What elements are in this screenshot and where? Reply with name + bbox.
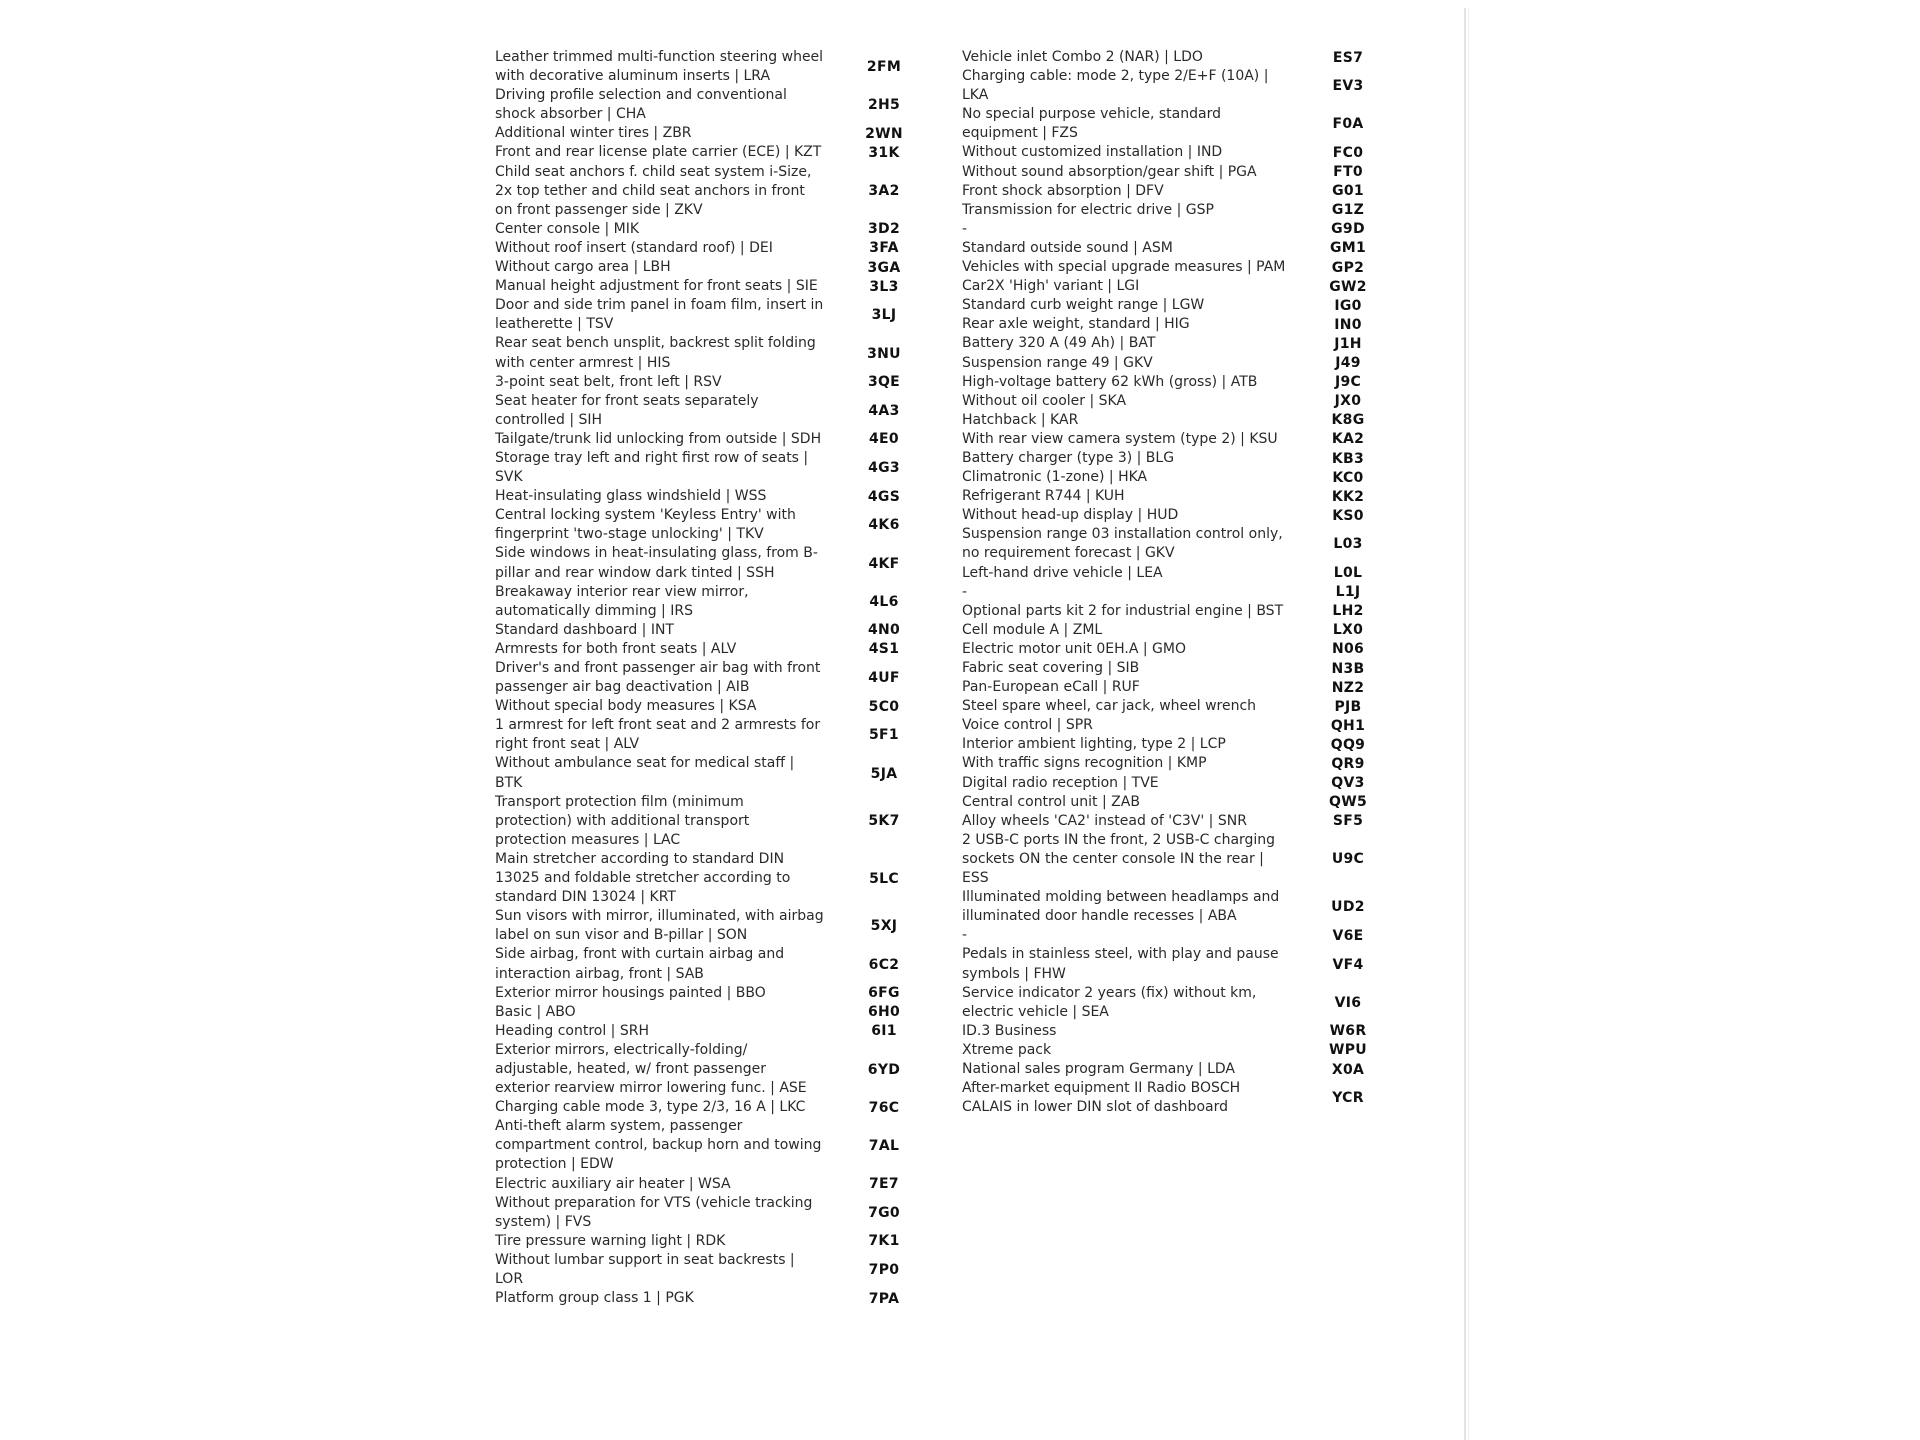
equipment-description: Central control unit | ZAB (962, 793, 1140, 810)
equipment-code: X0A (1331, 1061, 1365, 1078)
equipment-description: Rear axle weight, standard | HIG (962, 316, 1190, 333)
equipment-row (962, 67, 1414, 105)
equipment-code: L0L (1333, 565, 1363, 582)
equipment-code: 5LC (869, 870, 899, 887)
equipment-row (495, 124, 950, 143)
equipment-description: Sun visors with mirror, illuminated, with airbag label on sun visor and B-pillar | SON (495, 908, 824, 944)
equipment-row (495, 659, 950, 697)
equipment-row (495, 506, 950, 544)
equipment-description: Refrigerant R744 | KUH (962, 488, 1125, 505)
equipment-code: 2FM (866, 59, 902, 76)
equipment-row (962, 143, 1414, 162)
equipment-code: QH1 (1330, 717, 1366, 734)
equipment-code: 6C2 (868, 956, 900, 973)
equipment-code: 6H0 (867, 1004, 901, 1021)
equipment-list-left (495, 48, 950, 1308)
equipment-code: IN0 (1334, 316, 1362, 333)
equipment-description: Without lumbar support in seat backrests | LOR (495, 1251, 795, 1287)
equipment-description: Electric motor unit 0EH.A | GMO (962, 640, 1186, 657)
equipment-row (495, 984, 950, 1003)
page-edge (1464, 8, 1466, 1440)
equipment-row (495, 163, 950, 220)
equipment-description: Battery 320 A (49 Ah) | BAT (962, 335, 1156, 352)
equipment-code: 3D2 (867, 221, 900, 238)
equipment-row (962, 354, 1414, 373)
equipment-code: SF5 (1332, 813, 1364, 830)
equipment-description: Without head-up display | HUD (962, 507, 1179, 524)
equipment-row (962, 754, 1414, 773)
equipment-description: Voice control | SPR (962, 717, 1093, 734)
equipment-description: Hatchback | KAR (962, 411, 1079, 428)
equipment-description: Interior ambient lighting, type 2 | LCP (962, 736, 1226, 753)
equipment-description: Seat heater for front seats separately controlled | SIH (495, 392, 759, 428)
equipment-description: Standard dashboard | INT (495, 621, 674, 638)
equipment-description: Pedals in stainless steel, with play and pause symbols | FHW (962, 946, 1279, 982)
equipment-code: JX0 (1334, 393, 1362, 410)
equipment-description: Service indicator 2 years (fix) without km, electric vehicle | SEA (962, 984, 1257, 1020)
equipment-description: With rear view camera system (type 2) | KSU (962, 430, 1278, 447)
equipment-description: Main stretcher according to standard DIN 13025 and foldable stretcher according to standard DIN 13024 | KRT (495, 850, 791, 906)
equipment-description: Suspension range 03 installation control only, no requirement forecast | GKV (962, 526, 1283, 562)
equipment-row (495, 945, 950, 983)
equipment-code: 5C0 (868, 698, 900, 715)
equipment-code: QV3 (1331, 775, 1365, 792)
equipment-description: Alloy wheels 'CA2' instead of 'C3V' | SNR (962, 812, 1247, 829)
equipment-description: Standard curb weight range | LGW (962, 297, 1205, 314)
equipment-row (495, 1175, 950, 1194)
equipment-row (495, 239, 950, 258)
equipment-description: Driving profile selection and conventional shock absorber | CHA (495, 87, 787, 123)
equipment-description: Xtreme pack (962, 1041, 1052, 1058)
equipment-row (962, 621, 1414, 640)
equipment-code: 31K (868, 145, 900, 162)
equipment-row (495, 1041, 950, 1098)
equipment-row (962, 678, 1414, 697)
equipment-row (962, 774, 1414, 793)
equipment-description: Driver's and front passenger air bag with front passenger air bag deactivation | AIB (495, 660, 821, 696)
equipment-code: LH2 (1332, 603, 1364, 620)
equipment-description: Vehicle inlet Combo 2 (NAR) | LDO (962, 49, 1203, 65)
equipment-code: KS0 (1332, 507, 1364, 524)
equipment-row (962, 564, 1414, 583)
equipment-row (962, 430, 1414, 449)
equipment-row (962, 1022, 1414, 1041)
equipment-code: 3FA (869, 240, 899, 257)
equipment-code: 4KF (868, 555, 900, 572)
equipment-code: QR9 (1331, 756, 1365, 773)
equipment-description: Without oil cooler | SKA (962, 392, 1127, 409)
equipment-code: 5K7 (868, 813, 900, 830)
equipment-code: G9D (1331, 221, 1365, 238)
equipment-description: Central locking system 'Keyless Entry' with fingerprint 'two-stage unlocking' | TKV (495, 507, 796, 543)
equipment-description: Platform group class 1 | PGK (495, 1290, 694, 1307)
equipment-code: 3QE (867, 374, 901, 391)
equipment-description: Manual height adjustment for front seats | SIE (495, 278, 818, 295)
equipment-row (495, 1003, 950, 1022)
equipment-code: IG0 (1334, 297, 1362, 314)
equipment-code: KA2 (1331, 431, 1365, 448)
equipment-code: 4K6 (868, 517, 900, 534)
equipment-description: Additional winter tires | ZBR (495, 125, 692, 142)
equipment-row (962, 449, 1414, 468)
equipment-description: Digital radio reception | TVE (962, 774, 1159, 791)
equipment-row (962, 392, 1414, 411)
equipment-code: GP2 (1331, 259, 1365, 276)
equipment-row (495, 1232, 950, 1251)
equipment-code: KC0 (1332, 469, 1364, 486)
equipment-code: 3A2 (868, 183, 900, 200)
equipment-description: National sales program Germany | LDA (962, 1060, 1235, 1077)
equipment-code: K8G (1331, 412, 1365, 429)
equipment-code: N06 (1331, 641, 1365, 658)
equipment-code: L1J (1335, 584, 1361, 601)
equipment-code: 6I1 (871, 1023, 897, 1040)
equipment-description: Without special body measures | KSA (495, 698, 757, 715)
equipment-row (495, 1098, 950, 1117)
equipment-row (495, 258, 950, 277)
equipment-code: PJB (1334, 698, 1362, 715)
equipment-description: Suspension range 49 | GKV (962, 354, 1153, 371)
equipment-row (962, 1079, 1414, 1117)
equipment-row (962, 315, 1414, 334)
equipment-row (495, 296, 950, 334)
equipment-code: WPU (1329, 1042, 1367, 1059)
equipment-row (495, 907, 950, 945)
equipment-code: EV3 (1332, 78, 1364, 95)
equipment-code: 4N0 (867, 622, 901, 639)
equipment-code: 5XJ (870, 918, 898, 935)
equipment-code: YCR (1332, 1090, 1364, 1107)
equipment-description: Exterior mirrors, electrically-folding/ adjustable, heated, w/ front passenger exterior rearview mirror lowering func. | ASE (495, 1041, 807, 1097)
equipment-row (962, 697, 1414, 716)
equipment-row (495, 697, 950, 716)
equipment-code: 7P0 (868, 1262, 900, 1278)
equipment-description: Transport protection film (minimum protection) with additional transport protection measures | LAC (495, 793, 750, 848)
equipment-code: G1Z (1331, 202, 1365, 219)
equipment-row (495, 1194, 950, 1232)
equipment-description: Side windows in heat-insulating glass, from B-pillar and rear window dark tinted | SSH (495, 545, 818, 581)
equipment-code: KK2 (1331, 488, 1365, 505)
equipment-row (495, 143, 950, 162)
equipment-code: NZ2 (1331, 679, 1365, 696)
equipment-code: FC0 (1332, 145, 1364, 162)
equipment-row (495, 487, 950, 506)
equipment-description: Without roof insert (standard roof) | DEI (495, 239, 773, 256)
equipment-row (962, 583, 1414, 602)
equipment-code: VI6 (1334, 994, 1362, 1011)
equipment-description: Without preparation for VTS (vehicle tracking system) | FVS (495, 1194, 813, 1230)
equipment-code: U9C (1331, 851, 1365, 868)
equipment-code: 3LJ (871, 307, 897, 324)
equipment-description: Left-hand drive vehicle | LEA (962, 564, 1163, 581)
equipment-row (962, 182, 1414, 201)
equipment-description: Vehicles with special upgrade measures | PAM (962, 259, 1286, 276)
equipment-description: Steel spare wheel, car jack, wheel wrench (962, 698, 1257, 715)
equipment-row (495, 1022, 950, 1041)
equipment-row (495, 1117, 950, 1174)
equipment-code: G01 (1332, 183, 1364, 200)
equipment-code: 4L6 (869, 593, 899, 610)
equipment-description: Standard outside sound | ASM (962, 239, 1173, 256)
equipment-description: Car2X 'High' variant | LGI (962, 278, 1140, 295)
equipment-code: J9C (1334, 374, 1362, 391)
equipment-row (495, 640, 950, 659)
equipment-code: 76C (868, 1099, 900, 1116)
equipment-row (962, 163, 1414, 182)
equipment-row (962, 926, 1414, 945)
equipment-code: VF4 (1332, 956, 1364, 973)
equipment-code: 3L3 (869, 278, 899, 295)
equipment-description: Without customized installation | IND (962, 144, 1223, 161)
equipment-row (495, 793, 950, 850)
equipment-code: QQ9 (1330, 736, 1366, 753)
equipment-description: Basic | ABO (495, 1003, 576, 1020)
equipment-code: GW2 (1329, 278, 1367, 295)
equipment-code: 3GA (867, 259, 901, 276)
equipment-code: 2H5 (867, 97, 901, 114)
equipment-description: Fabric seat covering | SIB (962, 660, 1140, 676)
equipment-row (495, 430, 950, 449)
equipment-description: Charging cable: mode 2, type 2/E+F (10A) | LKA (962, 68, 1269, 104)
equipment-description: Child seat anchors f. child seat system i-Size, 2x top tether and child seat anchors in front on front passenger side | ZKV (495, 163, 812, 218)
equipment-description: Transmission for electric drive | GSP (962, 201, 1214, 218)
equipment-description: Anti-theft alarm system, passenger compartment control, backup horn and towing protection | EDW (495, 1118, 822, 1173)
equipment-row (962, 220, 1414, 239)
equipment-row (495, 850, 950, 907)
equipment-description: Leather trimmed multi-function steering wheel with decorative aluminum inserts | LRA (495, 49, 824, 85)
equipment-row (962, 812, 1414, 831)
equipment-description: Front shock absorption | DFV (962, 182, 1164, 199)
equipment-description: Heat-insulating glass windshield | WSS (495, 488, 767, 505)
equipment-row (962, 793, 1414, 812)
equipment-description: Breakaway interior rear view mirror, automatically dimming | IRS (495, 583, 749, 619)
equipment-row (495, 334, 950, 372)
equipment-description: Cell module A | ZML (962, 621, 1103, 638)
equipment-code: 5JA (870, 765, 898, 782)
equipment-code: 4UF (868, 670, 900, 687)
equipment-description: Optional parts kit 2 for industrial engine | BST (962, 602, 1284, 619)
equipment-code: FT0 (1333, 164, 1363, 181)
equipment-description: Rear seat bench unsplit, backrest split folding with center armrest | HIS (495, 335, 816, 371)
equipment-row (495, 583, 950, 621)
equipment-code: 3NU (867, 345, 901, 362)
equipment-description: Side airbag, front with curtain airbag and interaction airbag, front | SAB (495, 946, 785, 982)
equipment-description: - (962, 583, 968, 600)
equipment-row (495, 621, 950, 640)
equipment-description: Door and side trim panel in foam film, insert in leatherette | TSV (495, 297, 824, 333)
equipment-row (495, 754, 950, 792)
equipment-code: 4E0 (869, 431, 899, 448)
equipment-code: 7G0 (868, 1204, 900, 1221)
equipment-row (962, 373, 1414, 392)
equipment-code: 4S1 (868, 641, 900, 658)
equipment-description: After-market equipment II Radio BOSCH CALAIS in lower DIN slot of dashboard (962, 1080, 1241, 1116)
equipment-code: QW5 (1329, 794, 1367, 811)
equipment-row (962, 468, 1414, 487)
equipment-description: Without sound absorption/gear shift | PGA (962, 163, 1257, 180)
equipment-row (495, 1289, 950, 1308)
equipment-description: Tailgate/trunk lid unlocking from outside | SDH (495, 430, 822, 447)
equipment-code: W6R (1329, 1023, 1367, 1040)
equipment-description: Exterior mirror housings painted | BBO (495, 984, 766, 1001)
equipment-row (962, 602, 1414, 621)
equipment-row (495, 48, 950, 86)
equipment-description: - (962, 220, 968, 237)
equipment-list-right (962, 48, 1414, 1117)
equipment-code: 7E7 (869, 1176, 899, 1193)
equipment-row (495, 449, 950, 487)
equipment-row (495, 544, 950, 582)
equipment-row (962, 201, 1414, 220)
equipment-code: J49 (1335, 355, 1361, 372)
equipment-description: No special purpose vehicle, standard equipment | FZS (962, 106, 1221, 142)
equipment-row (495, 86, 950, 124)
equipment-row (962, 984, 1414, 1022)
equipment-description: Without ambulance seat for medical staff | BTK (495, 755, 795, 791)
equipment-description: Battery charger (type 3) | BLG (962, 449, 1175, 466)
equipment-description: Center console | MIK (495, 220, 640, 237)
equipment-code: 4A3 (868, 402, 900, 419)
equipment-row (962, 334, 1414, 353)
equipment-description: High-voltage battery 62 kWh (gross) | ATB (962, 373, 1258, 390)
equipment-description: Electric auxiliary air heater | WSA (495, 1175, 731, 1192)
equipment-code: ES7 (1332, 49, 1364, 66)
equipment-description: 3-point seat belt, front left | RSV (495, 373, 722, 390)
equipment-row (962, 277, 1414, 296)
equipment-row (495, 277, 950, 296)
equipment-code: 7PA (868, 1290, 900, 1307)
equipment-code: 7K1 (868, 1233, 900, 1250)
equipment-code: V6E (1332, 927, 1364, 944)
equipment-row (962, 487, 1414, 506)
equipment-row (962, 659, 1414, 678)
equipment-code: 5F1 (869, 727, 899, 744)
equipment-description: - (962, 927, 968, 944)
equipment-description: Without cargo area | LBH (495, 259, 671, 276)
equipment-row (962, 640, 1414, 659)
page-edge-shadow (1468, 8, 1469, 1440)
equipment-description: Illuminated molding between headlamps and illuminated door handle recesses | ABA (962, 889, 1280, 925)
equipment-row (495, 716, 950, 754)
equipment-code: L03 (1333, 536, 1363, 553)
equipment-row (962, 1041, 1414, 1060)
equipment-row (962, 716, 1414, 735)
equipment-description: 1 armrest for left front seat and 2 armrests for right front seat | ALV (495, 717, 821, 753)
equipment-code: GM1 (1329, 240, 1367, 257)
equipment-code: 2WN (865, 125, 903, 142)
equipment-code: F0A (1332, 116, 1364, 133)
equipment-code: 4G3 (868, 460, 900, 477)
equipment-row (495, 392, 950, 430)
equipment-description: Armrests for both front seats | ALV (495, 640, 737, 657)
equipment-description: Climatronic (1-zone) | HKA (962, 469, 1148, 486)
equipment-row (962, 258, 1414, 277)
equipment-row (962, 831, 1414, 888)
equipment-description: Tire pressure warning light | RDK (495, 1232, 726, 1249)
equipment-description: Storage tray left and right first row of seats | SVK (495, 449, 809, 486)
equipment-description: Pan-European eCall | RUF (962, 679, 1140, 696)
equipment-row (962, 1060, 1414, 1079)
equipment-row (962, 945, 1414, 983)
equipment-description: Charging cable mode 3, type 2/3, 16 A | LKC (495, 1099, 806, 1116)
equipment-row (962, 296, 1414, 315)
equipment-code: 6YD (867, 1061, 901, 1078)
equipment-description: With traffic signs recognition | KMP (962, 755, 1207, 772)
equipment-row (962, 48, 1414, 67)
equipment-row (962, 506, 1414, 525)
equipment-row (495, 373, 950, 392)
equipment-code: UD2 (1331, 899, 1365, 916)
equipment-row (962, 525, 1414, 563)
equipment-row (495, 1251, 950, 1289)
equipment-code: J1H (1334, 335, 1362, 352)
equipment-code: 6FG (868, 985, 900, 1002)
equipment-row (962, 105, 1414, 143)
equipment-row (962, 888, 1414, 926)
equipment-description: Heading control | SRH (495, 1022, 649, 1039)
equipment-description: ID.3 Business (962, 1022, 1057, 1039)
equipment-description: Front and rear license plate carrier (ECE) | KZT (495, 144, 822, 161)
equipment-row (962, 411, 1414, 430)
equipment-code: 7AL (868, 1137, 900, 1154)
equipment-code: KB3 (1331, 450, 1365, 467)
equipment-description: 2 USB-C ports IN the front, 2 USB-C charging sockets ON the center console IN the rear | ESS (962, 831, 1276, 887)
equipment-row (962, 735, 1414, 754)
equipment-code: N3B (1331, 660, 1365, 677)
equipment-code: LX0 (1332, 622, 1364, 639)
equipment-row (495, 220, 950, 239)
equipment-code: 4GS (867, 488, 901, 505)
equipment-row (962, 239, 1414, 258)
